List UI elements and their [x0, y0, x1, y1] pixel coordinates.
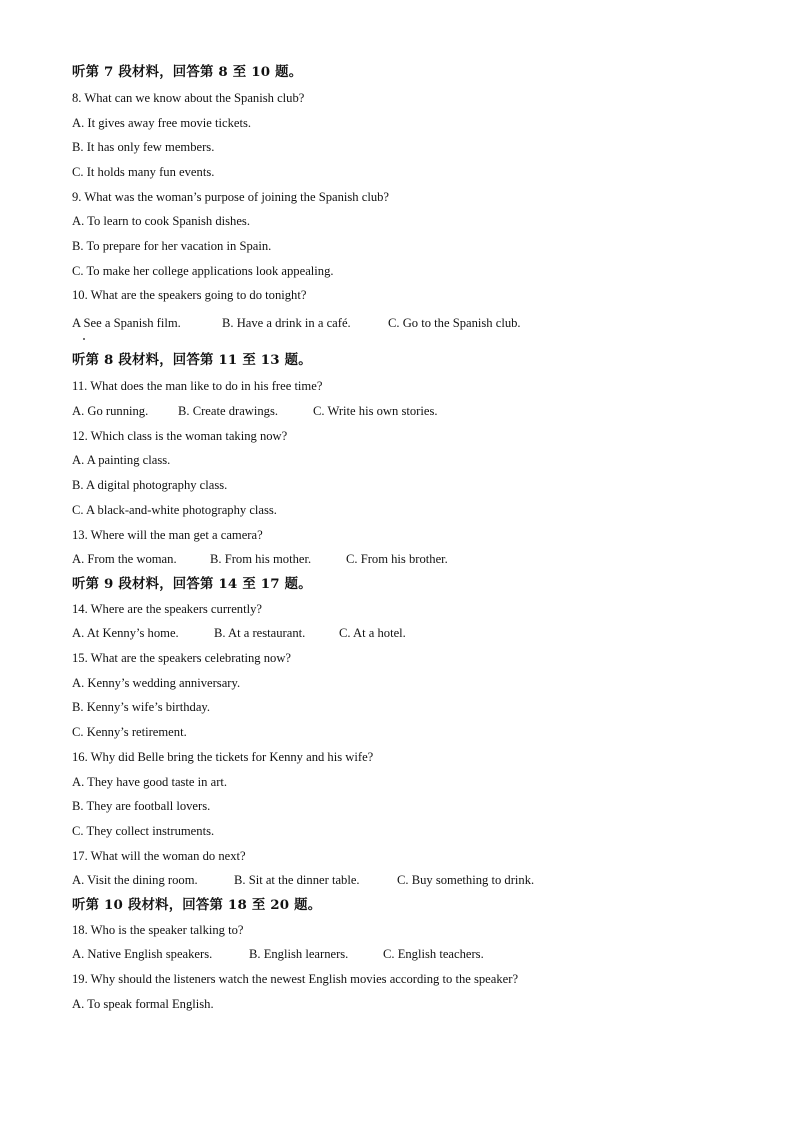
answer-option: B. They are football lovers. [72, 799, 211, 813]
answer-option: C. Buy something to drink. [397, 873, 535, 887]
question-text: 16. Why did Belle bring the tickets for Kenny and his wife? [72, 750, 374, 764]
answer-option: B. Sit at the dinner table. [234, 873, 360, 887]
answer-option: B. To prepare for her vacation in Spain. [72, 239, 272, 253]
answer-option: A. It gives away free movie tickets. [72, 116, 252, 130]
answer-option: A See a Spanish film. [72, 316, 181, 330]
section-heading: 听第 10 段材料，回答第 18 至 20 题。 [72, 897, 322, 913]
answer-option: C. Go to the Spanish club. [388, 316, 521, 330]
section-heading: 听第 9 段材料，回答第 14 至 17 题。 [72, 576, 312, 592]
answer-options-row [72, 315, 521, 331]
answer-option: A. To learn to cook Spanish dishes. [72, 214, 250, 228]
answer-option: C. At a hotel. [339, 626, 406, 640]
question-text: 19. Why should the listeners watch the newest English movies according to the speaker? [72, 972, 519, 986]
section-heading: 听第 7 段材料，回答第 8 至 10 题。 [72, 64, 303, 80]
answer-option: A. To speak formal English. [72, 997, 214, 1011]
answer-option: C. Write his own stories. [313, 404, 438, 418]
question-text: 17. What will the woman do next? [72, 849, 246, 863]
answer-option: C. A black-and-white photography class. [72, 503, 277, 517]
question-text: 18. Who is the speaker talking to? [72, 923, 244, 937]
question-text: 12. Which class is the woman taking now? [72, 429, 288, 443]
answer-options-row [72, 872, 534, 888]
answer-option: B. Kenny’s wife’s birthday. [72, 700, 211, 714]
answer-option: C. It holds many fun events. [72, 165, 215, 179]
answer-option: C. To make her college applications look appealing. [72, 264, 334, 278]
question-text: 8. What can we know about the Spanish club? [72, 91, 305, 105]
answer-option: A. Go running. [72, 404, 149, 418]
answer-options-row [72, 551, 448, 567]
answer-option: A. A painting class. [72, 453, 171, 467]
answer-option: B. A digital photography class. [72, 478, 228, 492]
answer-option: C. Kenny’s retirement. [72, 725, 187, 739]
answer-option: A. From the woman. [72, 552, 177, 566]
answer-options-row [72, 625, 406, 641]
stray-dot [83, 338, 85, 340]
answer-option: B. English learners. [249, 947, 349, 961]
answer-option: B. It has only few members. [72, 140, 215, 154]
answer-option: C. They collect instruments. [72, 824, 215, 838]
answer-option: B. At a restaurant. [214, 626, 306, 640]
question-text: 10. What are the speakers going to do tonight? [72, 288, 307, 302]
question-text: 11. What does the man like to do in his free time? [72, 379, 323, 393]
answer-option: C. From his brother. [346, 552, 448, 566]
answer-options-row [72, 946, 484, 962]
question-text: 13. Where will the man get a camera? [72, 528, 263, 542]
answer-options-row [72, 403, 438, 419]
answer-option: B. From his mother. [210, 552, 312, 566]
answer-option: A. Visit the dining room. [72, 873, 198, 887]
question-text: 14. Where are the speakers currently? [72, 602, 262, 616]
question-text: 9. What was the woman’s purpose of joining the Spanish club? [72, 190, 390, 204]
answer-option: B. Create drawings. [178, 404, 279, 418]
answer-option: C. English teachers. [383, 947, 484, 961]
answer-option: A. At Kenny’s home. [72, 626, 179, 640]
answer-option: A. They have good taste in art. [72, 775, 228, 789]
answer-option: A. Kenny’s wedding anniversary. [72, 676, 241, 690]
answer-option: B. Have a drink in a café. [222, 316, 351, 330]
question-text: 15. What are the speakers celebrating now? [72, 651, 292, 665]
answer-option: A. Native English speakers. [72, 947, 213, 961]
section-heading: 听第 8 段材料，回答第 11 至 13 题。 [72, 352, 312, 368]
